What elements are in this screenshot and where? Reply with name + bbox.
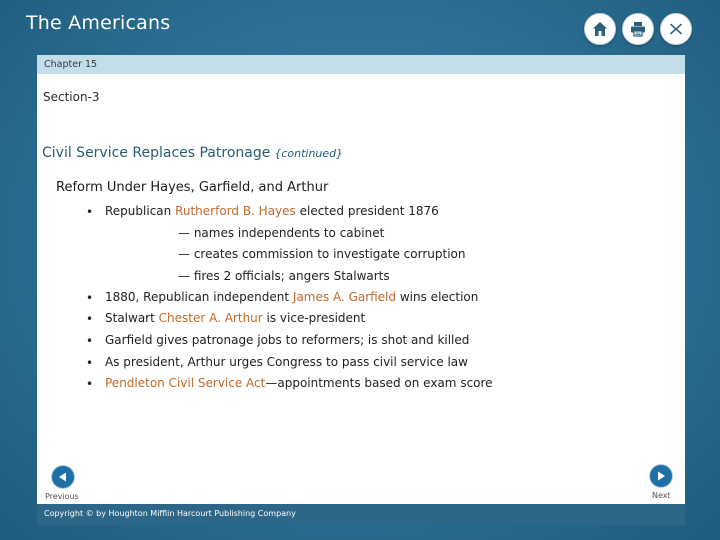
close-button[interactable] <box>660 13 692 45</box>
section-label: Section-3 <box>43 90 100 104</box>
footer-bar <box>37 504 685 525</box>
chapter-label: Chapter 15 <box>44 59 98 70</box>
list-item-cabinet: — names independents to cabinet <box>178 226 385 240</box>
home-icon <box>591 20 609 38</box>
bullet-marker: • <box>86 334 94 348</box>
slide-title <box>42 145 343 161</box>
list-item-pendleton: Pendleton Civil Service Act—appointments based on exam score <box>105 376 493 390</box>
list-item-garfield-elected: 1880, Republican independent James A. Garfield wins election <box>105 290 479 304</box>
list-item-garfield-shot: Garfield gives patronage jobs to reformers; is shot and killed <box>105 333 470 347</box>
highlight-pendleton: Pendleton Civil Service Act <box>105 376 266 390</box>
slide-title-text: Civil Service Replaces Patronage <box>42 145 271 161</box>
next-label[interactable]: Next <box>652 491 671 500</box>
previous-button[interactable] <box>51 465 75 489</box>
list-item-arthur-law: As president, Arthur urges Congress to pass civil service law <box>105 355 468 369</box>
slide-panel <box>37 55 685 525</box>
list-item-commission: — creates commission to investigate corruption <box>178 247 466 261</box>
bullet-marker: • <box>86 356 94 370</box>
bullet-marker: • <box>86 291 94 305</box>
next-button[interactable] <box>649 464 673 488</box>
app-title: The Americans <box>26 12 171 34</box>
highlight-garfield: James A. Garfield <box>292 290 397 304</box>
chapter-bar <box>37 55 685 74</box>
arrow-left-icon <box>57 471 69 483</box>
slide-title-continued: {continued} <box>274 147 344 160</box>
toolbar <box>584 13 692 45</box>
list-item-hayes: Republican Rutherford B. Hayes elected president 1876 <box>105 204 439 218</box>
bullet-marker: • <box>86 377 94 391</box>
highlight-arthur: Chester A. Arthur <box>158 311 263 325</box>
bullet-marker: • <box>86 205 94 219</box>
reform-heading: Reform Under Hayes, Garfield, and Arthur <box>56 180 329 195</box>
close-icon <box>667 20 685 38</box>
previous-label[interactable]: Previous <box>45 492 79 501</box>
list-item-fires: — fires 2 officials; angers Stalwarts <box>178 269 390 283</box>
list-item-arthur-vp: Stalwart Chester A. Arthur is vice-president <box>105 311 366 325</box>
print-button[interactable] <box>622 13 654 45</box>
highlight-hayes: Rutherford B. Hayes <box>175 204 296 218</box>
copyright-text: Copyright © by Houghton Mifflin Harcourt Publishing Company <box>44 509 296 518</box>
bullet-marker: • <box>86 312 94 326</box>
print-icon <box>629 20 647 38</box>
home-button[interactable] <box>584 13 616 45</box>
arrow-right-icon <box>655 470 667 482</box>
